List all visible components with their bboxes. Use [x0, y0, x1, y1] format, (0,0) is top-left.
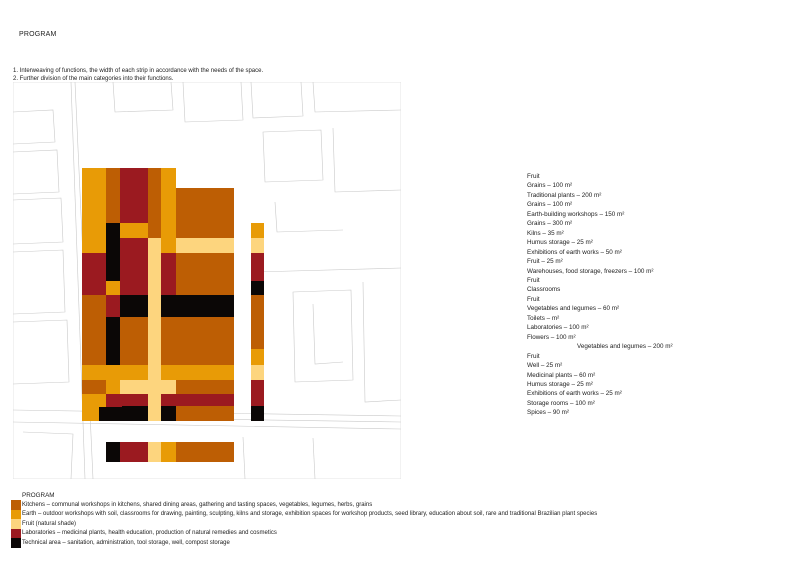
program-block: [120, 295, 148, 317]
program-block: [161, 238, 176, 253]
program-block: [148, 442, 161, 462]
program-block: [176, 281, 234, 295]
program-block: [148, 406, 161, 421]
program-block: [161, 317, 176, 349]
program-block: [176, 223, 234, 238]
program-block: [161, 365, 176, 380]
function-item: Humus storage – 25 m²: [527, 380, 593, 388]
function-item: Vegetables and legumes – 60 m²: [527, 305, 620, 313]
program-block: [176, 317, 234, 349]
function-item: Vegetables and legumes – 200 m²: [577, 343, 673, 351]
program-block: [82, 349, 106, 365]
program-block: [148, 168, 161, 194]
program-block: [122, 406, 148, 421]
program-block: [176, 238, 234, 253]
program-block: [82, 168, 106, 194]
program-block: [161, 281, 176, 295]
program-block: [148, 365, 161, 380]
program-block: [120, 281, 148, 295]
program-block: [106, 238, 120, 253]
program-block: [106, 168, 120, 194]
program-block: [251, 380, 264, 406]
legend-swatch-labs: [11, 529, 21, 539]
program-block: [148, 238, 161, 253]
program-block: [82, 317, 106, 349]
program-block: [82, 194, 106, 223]
program-block: [148, 295, 161, 317]
function-item: Fruit – 25 m²: [527, 258, 563, 266]
program-block: [148, 281, 161, 295]
program-block: [161, 253, 176, 281]
program-block: [161, 380, 176, 394]
legend-item-fruit: [11, 519, 597, 529]
program-block: [120, 349, 148, 365]
program-block: [161, 194, 176, 223]
legend-item-labs: [11, 529, 597, 539]
site-plan: [13, 82, 401, 479]
program-block: [120, 238, 148, 253]
program-block: [176, 188, 234, 194]
function-item: Grains – 100 m²: [527, 182, 573, 190]
function-list: [527, 172, 673, 418]
program-block: [251, 281, 264, 295]
program-block: [120, 168, 148, 194]
program-block: [120, 365, 148, 380]
program-blocks: [82, 168, 264, 462]
program-block: [148, 349, 161, 365]
program-block: [106, 317, 120, 349]
page-title: PROGRAM: [19, 31, 57, 38]
program-block: [176, 194, 234, 223]
program-block: [106, 365, 120, 380]
program-block: [82, 223, 106, 238]
function-item: Grains – 100 m²: [527, 201, 573, 209]
note-2: 2. Further division of the main categories into their functions.: [13, 76, 174, 82]
program-block: [176, 295, 234, 317]
program-block: [161, 394, 176, 406]
legend-label: Laboratories – medicinal plants, health education, production of natural remedies and cosmetics: [22, 530, 277, 537]
program-block: [251, 317, 264, 349]
program-block: [120, 380, 148, 394]
legend-item-earth: [11, 510, 597, 520]
function-item: Laboratories – 100 m²: [527, 324, 589, 332]
legend-label: Earth – outdoor workshops with soil, classrooms for drawing, painting, sculpting, kilns and storage, exhibition spaces for workshop products, seed library, education about soil, rare and traditional Brazilian plant species: [22, 511, 598, 518]
program-block: [82, 365, 106, 380]
program-block: [251, 253, 264, 281]
program-block: [161, 406, 176, 421]
program-block: [176, 365, 234, 380]
program-block: [148, 253, 161, 281]
program-block: [161, 168, 176, 194]
function-item: Toilets – m²: [527, 314, 560, 322]
function-item: Fruit: [527, 173, 540, 180]
program-block: [176, 442, 234, 462]
function-item: Fruit: [527, 295, 540, 303]
program-block: [148, 317, 161, 349]
note-1: 1. Interweaving of functions, the width of each strip in accordance with the needs of the space.: [13, 68, 264, 74]
function-item: Flowers – 100 m²: [527, 333, 576, 341]
function-item: Storage rooms – 100 m²: [527, 399, 595, 407]
function-item: Traditional plants – 200 m²: [527, 191, 602, 199]
program-block: [82, 281, 106, 295]
program-block: [120, 442, 148, 462]
program-block: [106, 394, 120, 406]
program-block: [251, 349, 264, 365]
legend: [11, 500, 597, 548]
program-block: [106, 295, 120, 317]
program-block: [120, 317, 148, 349]
legend-swatch-earth: [11, 510, 21, 520]
program-block: [82, 380, 106, 394]
legend-item-kitchens: [11, 500, 597, 510]
program-block: [99, 407, 122, 421]
function-item: Kilns – 35 m²: [527, 229, 564, 237]
program-block: [120, 223, 148, 238]
function-item: Exhibitions of earth works – 25 m²: [527, 390, 622, 398]
legend-label: Fruit (natural shade): [22, 520, 77, 527]
legend-swatch-kitchens: [11, 500, 21, 510]
program-block: [106, 253, 120, 281]
program-block: [176, 380, 234, 394]
program-block: [161, 295, 176, 317]
function-item: Classrooms: [527, 286, 561, 294]
program-block: [106, 349, 120, 365]
program-block: [176, 349, 234, 365]
program-block: [148, 394, 161, 406]
program-block: [176, 253, 234, 281]
program-block: [148, 223, 161, 238]
program-block: [161, 223, 176, 238]
program-block: [251, 295, 264, 317]
function-item: Medicinal plants – 60 m²: [527, 371, 596, 379]
program-block: [106, 380, 120, 394]
program-block: [106, 223, 120, 238]
function-item: Fruit: [527, 276, 540, 284]
program-block: [120, 194, 148, 223]
legend-label: Technical area – sanitation, administration, tool storage, well, compost storage: [22, 539, 230, 546]
program-block: [176, 394, 234, 406]
program-block: [120, 253, 148, 281]
program-block: [106, 194, 120, 223]
function-item: Exhibitions of earth works – 50 m²: [527, 248, 622, 256]
program-block: [251, 238, 264, 253]
program-block: [251, 223, 264, 238]
legend-item-tech: [11, 538, 597, 548]
function-item: Spices – 90 m²: [527, 409, 569, 417]
function-item: Humus storage – 25 m²: [527, 239, 593, 247]
function-item: Grains – 300 m²: [527, 220, 573, 228]
function-item: Well – 25 m²: [527, 362, 563, 370]
program-block: [82, 295, 106, 317]
program-block: [161, 349, 176, 365]
program-block: [251, 406, 264, 421]
program-block: [82, 253, 106, 281]
program-block: [148, 380, 161, 394]
legend-label: Kitchens – communal workshops in kitchens, shared dining areas, gathering and tasting spaces, vegetables, legumes, herbs, grains: [22, 501, 373, 508]
program-block: [251, 365, 264, 380]
program-block: [106, 281, 120, 295]
program-block: [82, 238, 106, 253]
program-block: [148, 194, 161, 223]
notes: [13, 67, 263, 83]
legend-title: PROGRAM: [22, 492, 55, 499]
program-block: [176, 406, 234, 421]
function-item: Earth-building workshops – 150 m²: [527, 210, 625, 218]
legend-swatch-fruit: [11, 519, 21, 529]
function-item: Fruit: [527, 352, 540, 360]
legend-swatch-tech: [11, 538, 21, 548]
program-block: [161, 442, 176, 462]
program-block: [82, 394, 106, 406]
function-item: Warehouses, food storage, freezers – 100 m²: [527, 267, 654, 275]
program-block: [120, 394, 148, 406]
program-block: [106, 442, 120, 462]
